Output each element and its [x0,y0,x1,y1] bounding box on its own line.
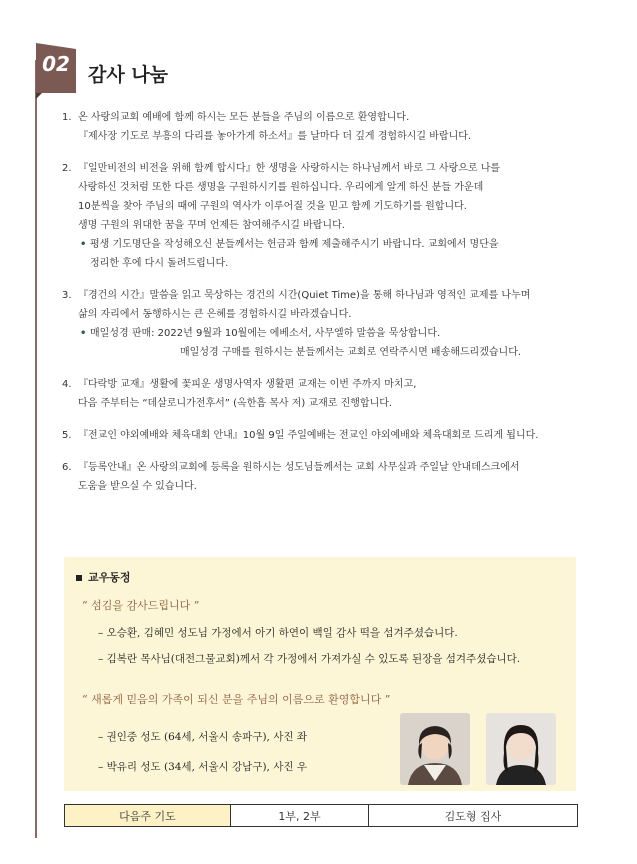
welcome-line: – 박유리 성도 (34세, 서울시 강남구), 사진 우 [98,761,307,773]
bullet-line: • 매일성경 판매: 2022년 9월과 10월에는 에베소서, 사무엘하 말씀을 묵상합니다. [90,328,441,339]
item-number: 1. [62,112,72,123]
bullet-line: 매일성경 구매를 원하시는 분들께서는 교회로 연락주시면 배송해드리겠습니다. [180,347,522,358]
section-side-line [35,60,37,838]
announcement-item-6 [62,458,582,496]
item-number: 5. [62,430,72,441]
item-number: 4. [62,379,72,390]
item-line: 다음 주부터는 “데살로니가전후서” (옥한흠 목사 저) 교재로 진행합니다. [78,398,393,409]
announcement-item-1 [62,108,582,146]
item-number: 6. [62,462,72,473]
thanks-title: “ 섬김을 감사드립니다 ” [82,599,200,612]
prayer-label-cell: 다음주 기도 [65,805,231,826]
item-bullet [78,235,582,273]
item-line: 『제사장 기도로 부흥의 다리를 놓아가게 하소서』를 날마다 더 깊게 경험하시길 바랍니다. [78,131,472,142]
announcement-item-5 [62,426,582,445]
item-line: 온 사랑의교회 예배에 함께 하시는 모든 분들을 주님의 이름으로 환영합니다. [78,112,410,123]
bullet-line: • 평생 기도명단을 작성해오신 분들께서는 헌금과 함께 제출해주시기 바랍니다. 교회에서 명단을 [90,239,499,250]
thanks-line: – 김복란 목사님(대전그물교회)께서 각 가정에서 가져가실 수 있도록 된장을 섬겨주셨습니다. [98,653,521,665]
member-photo-right [486,713,556,785]
member-photo-left [400,713,470,785]
item-number: 3. [62,290,72,301]
item-line: 『다락방 교재』생활에 꽃피운 생명사역자 생활편 교재는 이번 주까지 마치고, [78,379,417,390]
item-line: 『경건의 시간』말씀을 읽고 묵상하는 경건의 시간(Quiet Time)을 통해 하나님과 영적인 교제를 나누며 [78,290,531,301]
bullet-line: 정리한 후에 다시 돌려드립니다. [90,258,229,269]
prayer-service-cell: 1부, 2부 [231,805,369,826]
announcement-list [62,108,582,509]
item-number: 2. [62,163,72,174]
welcome-line: – 권인중 성도 (64세, 서울시 송파구), 사진 좌 [98,731,307,743]
next-week-prayer-table [64,804,578,827]
section-number: 02 [42,52,70,76]
thanks-line: – 오승환, 김혜민 성도님 가정에서 아기 하연이 백일 감사 떡을 섬겨주셨습니다. [98,627,458,639]
item-line: 도움을 받으실 수 있습니다. [78,481,197,492]
member-news-heading-text: 교우동정 [88,571,131,584]
welcome-title: “ 새롭게 믿음의 가족이 되신 분을 주님의 이름으로 환영합니다 ” [82,693,391,706]
announcement-item-3 [62,286,582,362]
item-bullet [78,324,582,362]
item-line: 『일만비전의 비전을 위해 함께 합시다』한 생명을 사랑하시는 하나님께서 바로 그 사랑으로 나를 [78,163,501,174]
prayer-person-cell: 김도형 집사 [444,809,502,823]
member-news-heading [76,569,131,585]
item-line: 『전교인 야외예배와 체육대회 안내』10월 9일 주일예배는 전교인 야외예배와 체육대회로 드리게 됩니다. [78,430,539,441]
section-title: 감사 나눔 [88,64,169,86]
square-bullet-icon [76,575,82,581]
item-line: 『등록안내』온 사랑의교회에 등록을 원하시는 성도님들께서는 교회 사무실과 주일날 안내데스크에서 [78,462,520,473]
item-line: 사랑하신 것처럼 또한 다른 생명을 구원하시기를 원하십니다. 우리에게 알게 하신 분들 가운데 [78,182,484,193]
announcement-item-2 [62,159,582,273]
section-badge-fold [36,93,42,99]
item-line: 삶의 자리에서 동행하시는 큰 은혜를 경험하시길 바라겠습니다. [78,309,352,320]
announcement-item-4 [62,375,582,413]
item-line: 10분씩을 찾아 주님의 때에 구원의 역사가 이루어질 것을 믿고 함께 기도하기를 원합니다. [78,201,467,212]
member-news-box [64,557,576,791]
item-line: 생명 구원의 위대한 꿈을 꾸며 언제든 참여해주시길 바랍니다. [78,220,345,231]
